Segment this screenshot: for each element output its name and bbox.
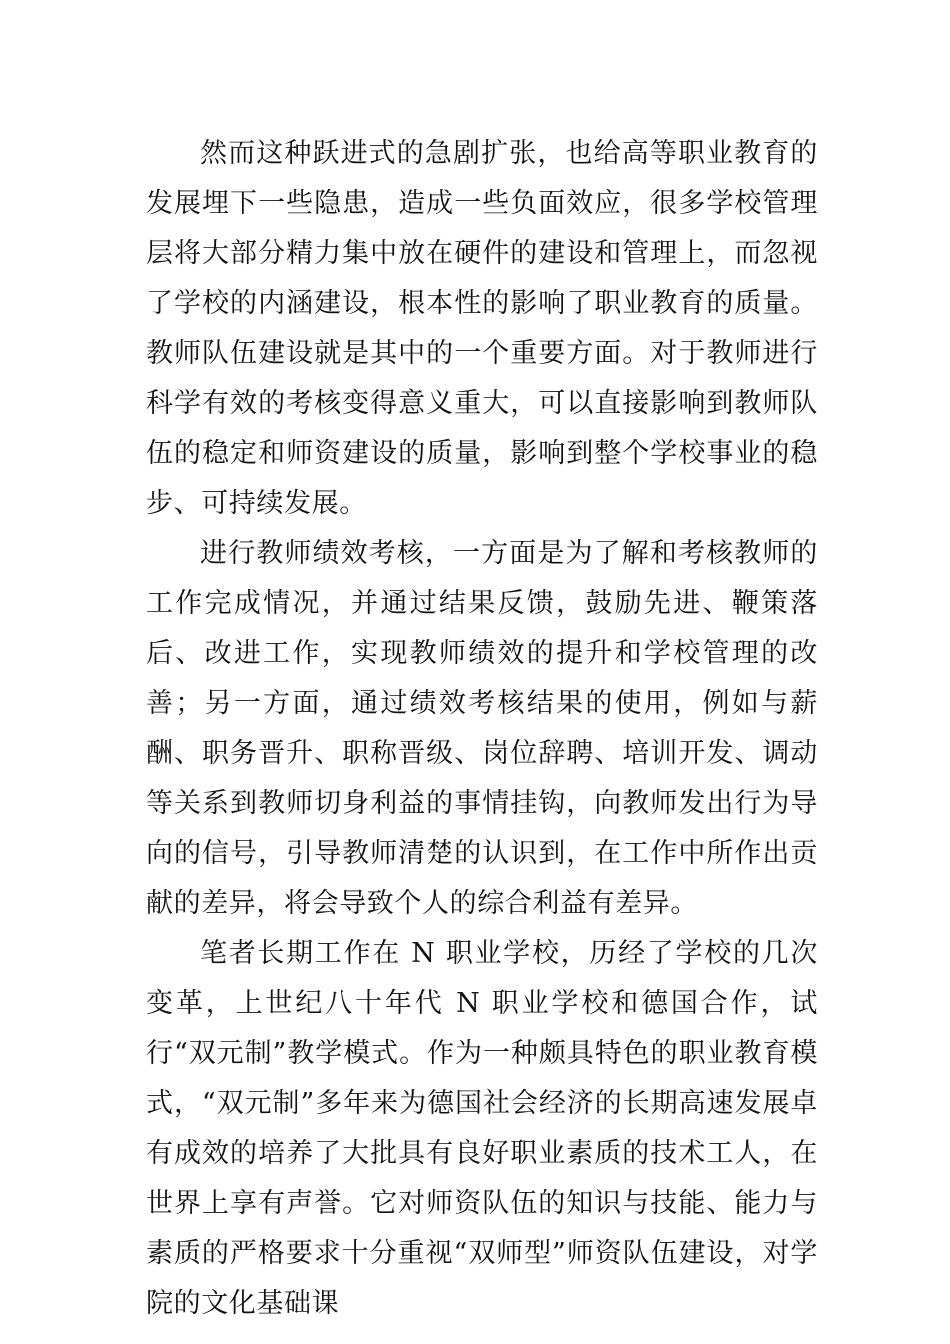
paragraph-3: 笔者长期工作在 N 职业学校，历经了学校的几次变革，上世纪八十年代 N 职业学校和德国合作，试行“双元制”教学模式。作为一种颇具特色的职业教育模式，“双元制”多年来为德国社会经济的长期高速发展卓有成效的培养了大批具有良好职业素质的技术工人，在世界上享有声誉。它对师资队伍的知识与技能、能力与素质的严格要求十分重视“双师型”师资队伍建设，对学院的文化基础课: [146, 938, 818, 1319]
paragraph-1: 然而这种跃进式的急剧扩张，也给高等职业教育的发展埋下一些隐患，造成一些负面效应，很多学校管理层将大部分精力集中放在硬件的建设和管理上，而忽视了学校的内涵建设，根本性的影响了职业教育的质量。教师队伍建设就是其中的一个重要方面。对于教师进行科学有效的考核变得意义重大，可以直接影响到教师队伍的稳定和师资建设的质量，影响到整个学校事业的稳步、可持续发展。: [146, 138, 818, 519]
paragraph-2: 进行教师绩效考核，一方面是为了解和考核教师的工作完成情况，并通过结果反馈，鼓励先进、鞭策落后、改进工作，实现教师绩效的提升和学校管理的改善；另一方面，通过绩效考核结果的使用，例如与薪酬、职务晋升、职称晋级、岗位辞聘、培训开发、调动等关系到教师切身利益的事情挂钩，向教师发出行为导向的信号，引导教师清楚的认识到，在工作中所作出贡献的差异，将会导致个人的综合利益有差异。: [146, 538, 818, 919]
document-body: [146, 129, 818, 1329]
